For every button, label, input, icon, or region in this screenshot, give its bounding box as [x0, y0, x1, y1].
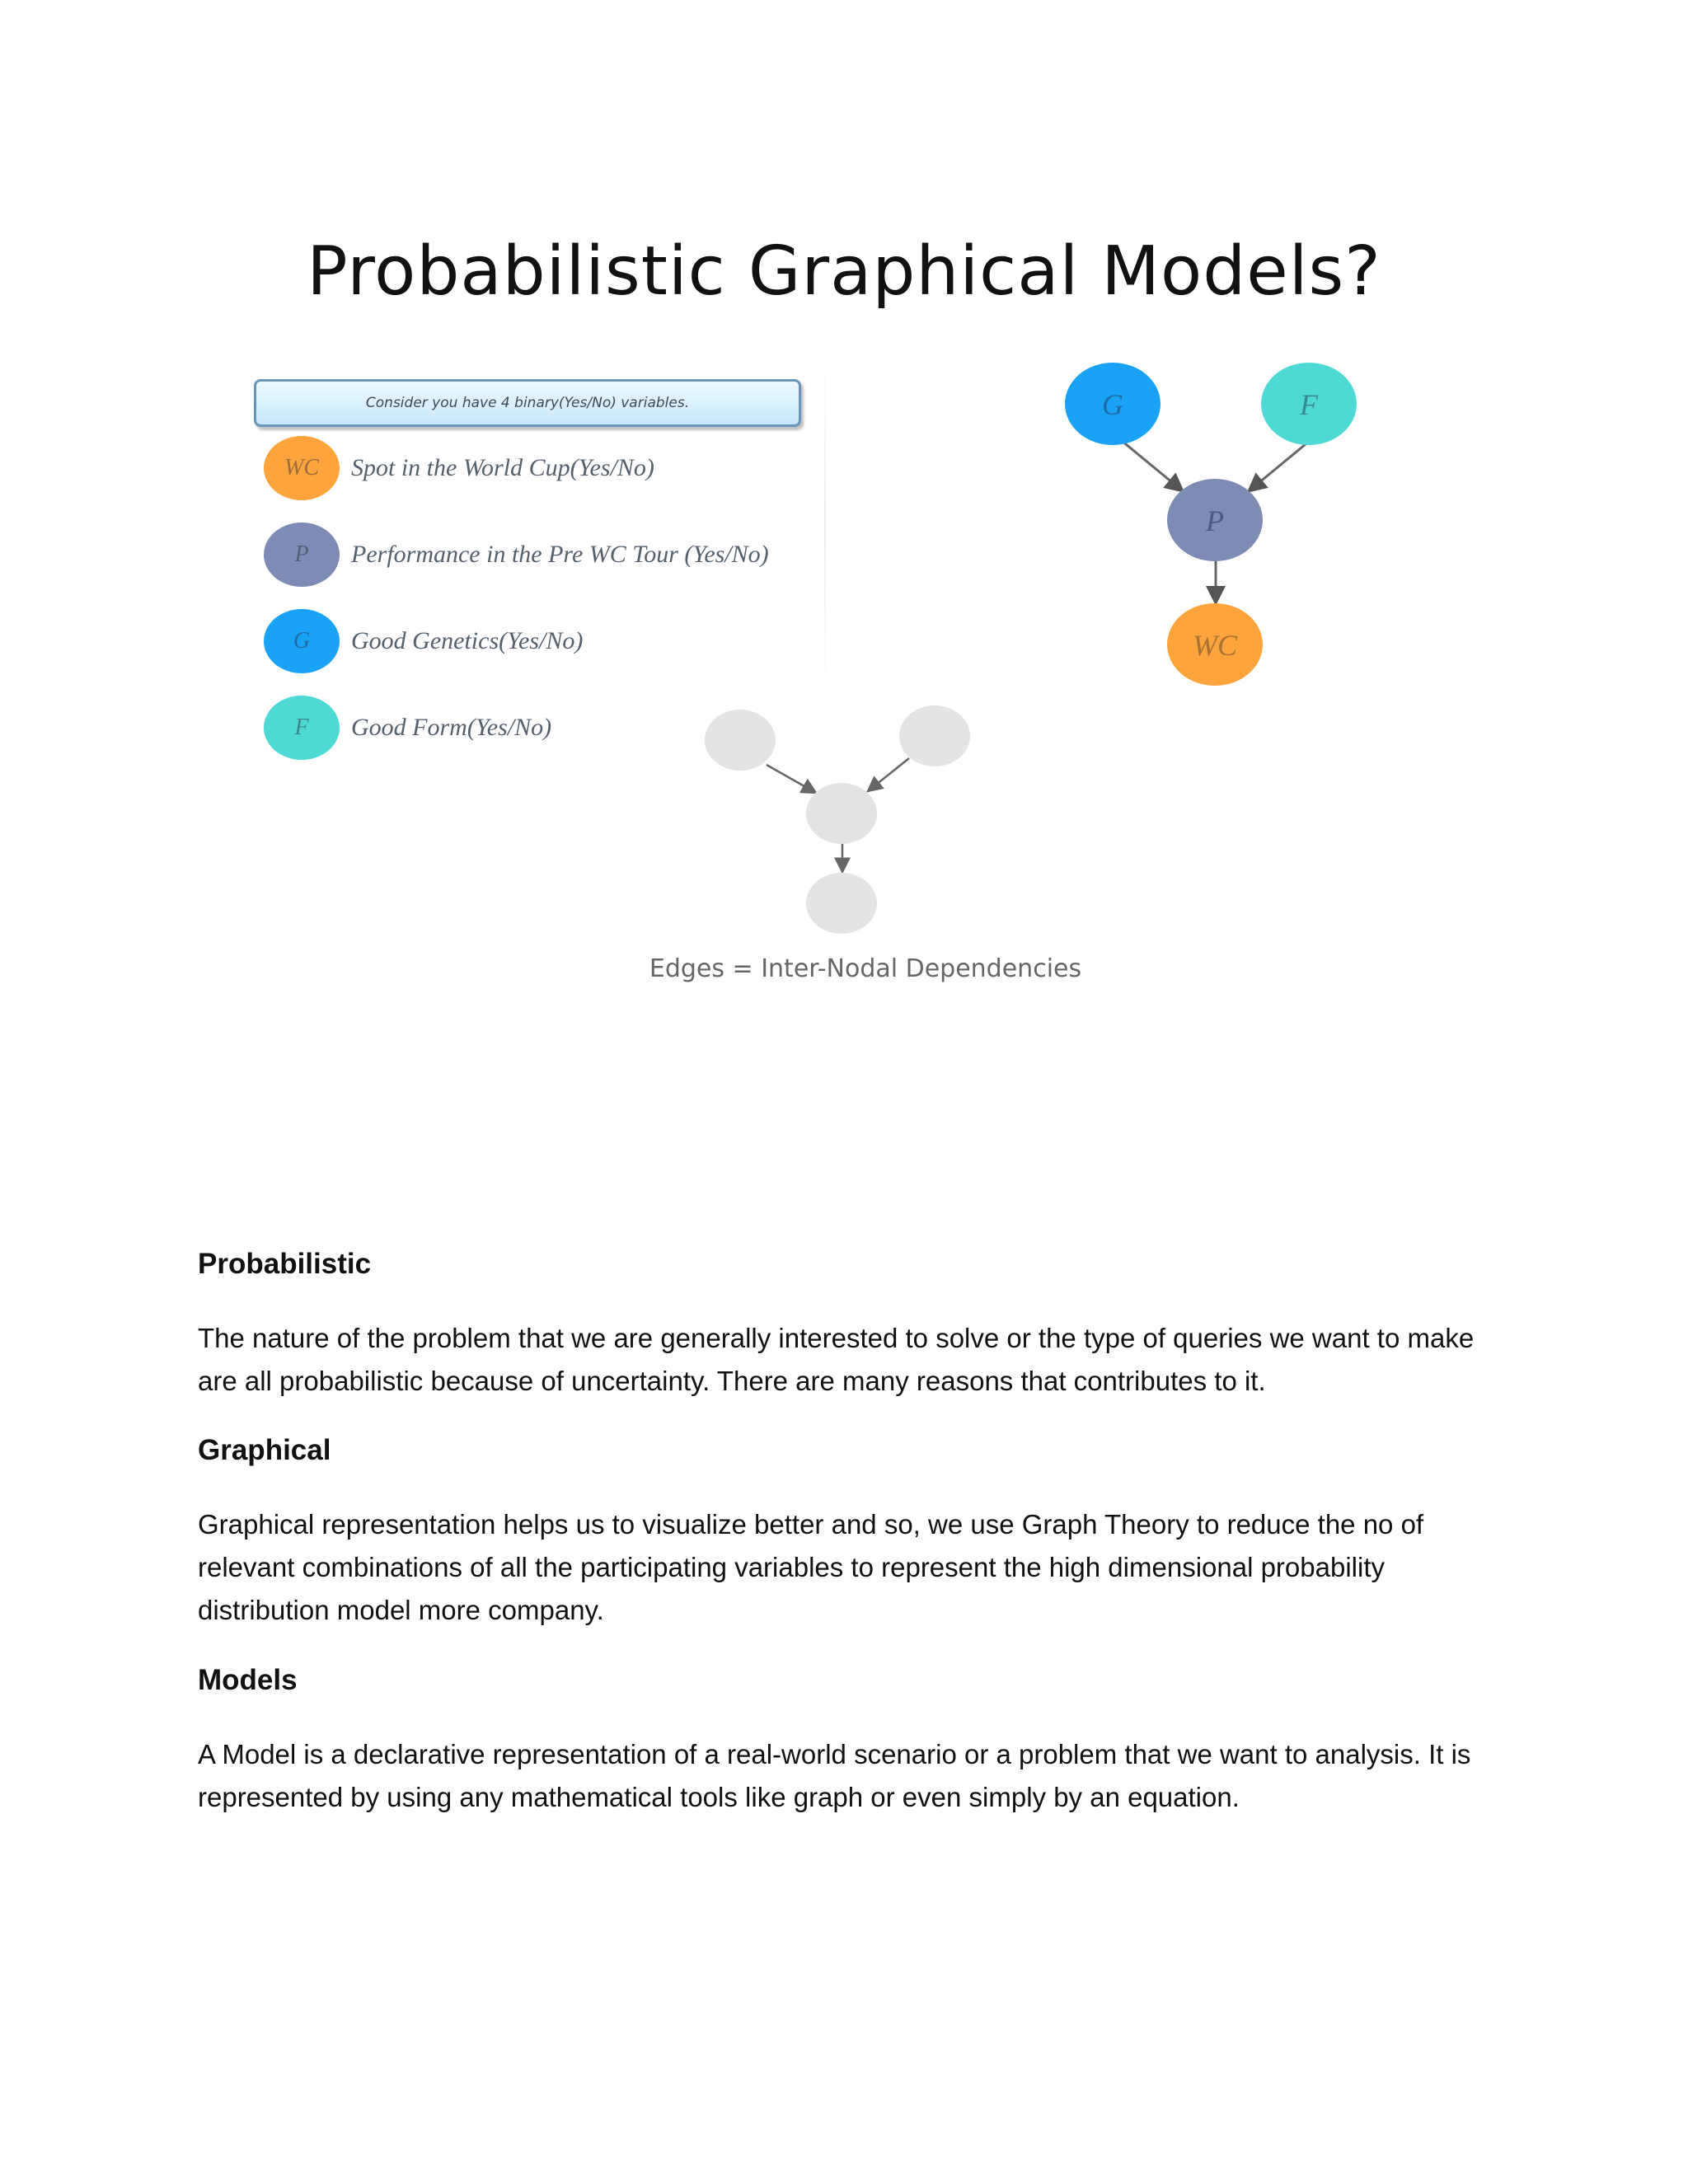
- grey-edge-left: [767, 765, 816, 793]
- section-heading-models: Models: [198, 1664, 298, 1696]
- section-graphical: [198, 1434, 1517, 1467]
- section-heading-graphical: Graphical: [198, 1434, 331, 1466]
- colored-graph: [1065, 363, 1357, 686]
- node-p: [1167, 479, 1263, 561]
- variable-label-wc: Spot in the World Cup(Yes/No): [351, 454, 654, 481]
- slide-title: Probabilistic Graphical Models?: [307, 232, 1381, 311]
- section-probabilistic: [198, 1248, 1517, 1281]
- section-heading-probabilistic: Probabilistic: [198, 1248, 372, 1280]
- variable-circle-f: F: [264, 696, 340, 760]
- variable-label-p: Performance in the Pre WC Tour (Yes/No): [351, 541, 769, 568]
- node-f: [1261, 363, 1357, 445]
- node-p-label: P: [1206, 504, 1224, 537]
- grey-edge-right: [868, 758, 909, 791]
- section-models-body: [198, 1733, 1517, 1819]
- variable-circle-wc: WC: [264, 436, 340, 500]
- grey-node-bottom: [806, 873, 877, 934]
- node-wc: [1167, 603, 1263, 686]
- grey-node-right: [899, 705, 970, 766]
- section-body-models: A Model is a declarative representation of a real-world scenario or a problem that we want to analysis. It is represented by using any mathematical tools like graph or even simply by an equation.: [198, 1739, 1471, 1812]
- section-graphical-body: [198, 1503, 1517, 1632]
- section-body-graphical: Graphical representation helps us to visualize better and so, we use Graph Theory to reduce the no of relevant combinations of all the participating variables to represent the high dimensional probability distribution model more company.: [198, 1509, 1424, 1625]
- grey-node-left: [705, 710, 776, 771]
- graph-diagrams: [0, 0, 1688, 1030]
- edge-f-to-p: [1249, 440, 1311, 491]
- consider-box: Consider you have 4 binary(Yes/No) variables.: [254, 379, 801, 427]
- grey-graph: [705, 705, 970, 934]
- section-models: [198, 1664, 1517, 1697]
- variable-label-g: Good Genetics(Yes/No): [351, 627, 584, 654]
- edges-caption: Edges = Inter-Nodal Dependencies: [649, 954, 1082, 983]
- section-probabilistic-body: [198, 1317, 1517, 1403]
- variable-label-f: Good Form(Yes/No): [351, 714, 552, 741]
- variable-circle-g: G: [264, 609, 340, 673]
- grey-node-middle: [806, 783, 877, 844]
- node-g: [1065, 363, 1160, 445]
- edge-g-to-p: [1121, 440, 1183, 491]
- variable-circle-p: P: [264, 523, 340, 587]
- node-wc-label: WC: [1193, 629, 1237, 662]
- node-g-label: G: [1102, 388, 1123, 421]
- node-f-label: F: [1300, 388, 1318, 421]
- section-body-probabilistic: The nature of the problem that we are generally interested to solve or the type of queries we want to make are all probabilistic because of uncertainty. There are many reasons that contributes to it.: [198, 1323, 1475, 1396]
